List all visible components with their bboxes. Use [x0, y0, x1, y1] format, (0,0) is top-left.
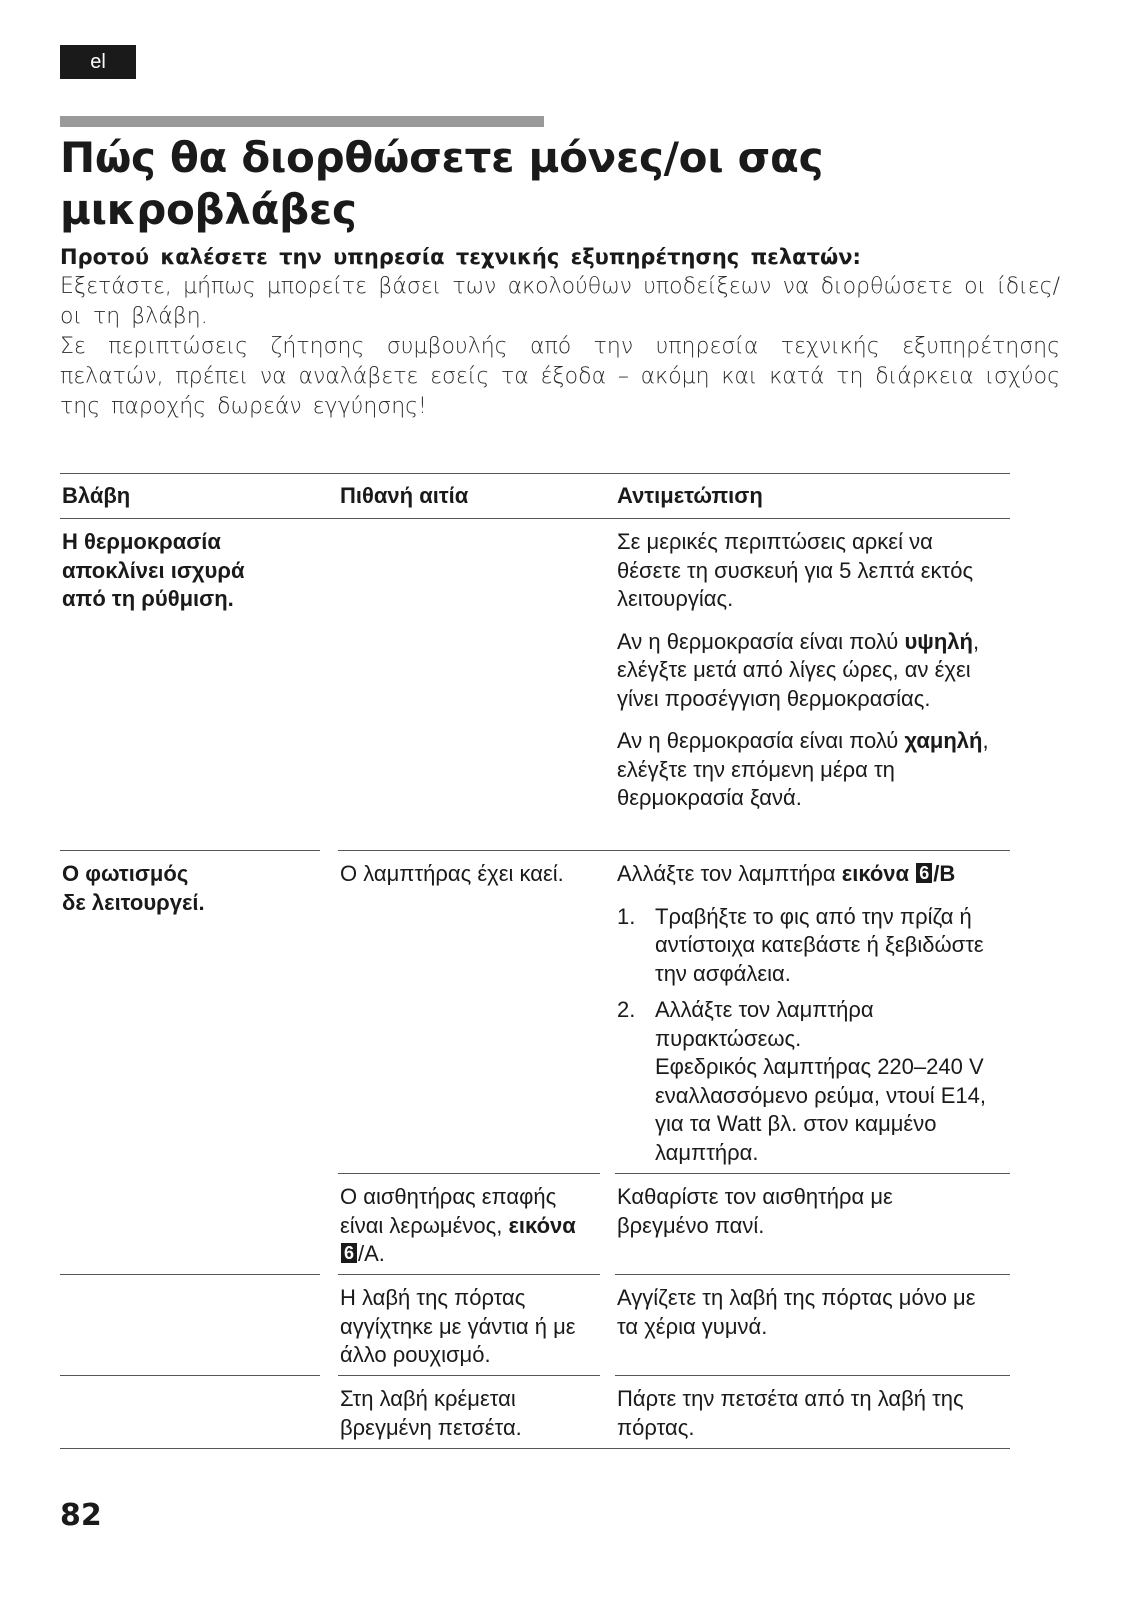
troubleshooting-table — [60, 0, 1030, 1600]
remedy-paragraph — [617, 860, 1002, 889]
steps-list — [617, 903, 1002, 1168]
cause-text: Ο αισθητήρας επαφής είναι λερωμένος, — [340, 1184, 557, 1238]
header-rule — [60, 518, 1010, 519]
cause-sensor-dirty — [340, 1183, 595, 1269]
figure-suffix: /B — [933, 861, 956, 886]
language-tab: el — [60, 45, 136, 79]
remedy-text: Αν η θερμοκρασία είναι πολύ — [617, 628, 899, 654]
row-rule — [60, 1375, 320, 1376]
cause-bulb-burnt: Ο λαμπτήρας έχει καεί. — [340, 861, 564, 886]
remedy-text: Αλλάξτε τον λαμπτήρα — [617, 861, 836, 886]
step-text: Αλλάξτε τον λαμπτήρα πυρακτώσεως. — [655, 997, 874, 1051]
remedy-paragraph — [617, 727, 997, 813]
header-fault: Βλάβη — [62, 483, 131, 508]
remedy-gloves: Αγγίζετε τη λαβή της πόρτας μόνο με τα χέρια γυμνά. — [617, 1285, 976, 1339]
row-rule — [338, 1173, 600, 1174]
row-rule — [60, 850, 320, 851]
fault-lighting — [62, 860, 312, 917]
remedy-lighting — [617, 860, 1002, 1175]
fault-line: αποκλίνει ισχυρά — [62, 557, 245, 583]
remedy-text: , ελέγξτε την επόμενη μέρα τη θερμοκρασία ξανά. — [617, 728, 989, 810]
step-number: 2. — [617, 997, 636, 1022]
figure-suffix: /A. — [358, 1241, 385, 1266]
page-number: 82 — [60, 1498, 102, 1533]
figure-number-badge: 6 — [341, 1243, 357, 1263]
cause-gloves: Η λαβή της πόρτας αγγίχτηκε με γάντια ή με άλλο ρουχισμό. — [340, 1285, 576, 1367]
remedy-temperature — [617, 528, 997, 813]
fault-line: Ο φωτισμός — [62, 861, 189, 886]
intro-paragraph-1: Εξετάστε, μήπως μπορείτε βάσει των ακολούθων υποδείξεων να διορθώσετε οι ίδιες/οι τη βλάβη. — [60, 274, 1060, 329]
row-rule — [338, 1375, 600, 1376]
remedy-towel: Πάρτε την πετσέτα από τη λαβή της πόρτας. — [617, 1386, 964, 1440]
remedy-paragraph — [617, 628, 997, 714]
row-rule — [615, 1375, 1010, 1376]
intro-lead: Προτού καλέσετε την υπηρεσία τεχνικής εξυπηρέτησης πελατών: — [60, 245, 861, 269]
table-top-rule — [60, 473, 1010, 474]
page-title: Πώς θα διορθώσετε μόνες/οι σας μικροβλάβες — [60, 133, 824, 234]
figure-ref: εικόνα — [508, 1212, 576, 1238]
remedy-emphasis: χαμηλή — [904, 728, 983, 753]
remedy-paragraph: Σε μερικές περιπτώσεις αρκεί να θέσετε τη συσκευή για 5 λεπτά εκτός λειτουργίας. — [617, 529, 974, 611]
row-rule — [615, 1274, 1010, 1275]
figure-ref: εικόνα — [841, 861, 910, 886]
row-rule — [338, 850, 1010, 851]
intro-paragraph-2: Σε περιπτώσεις ζήτησης συμβουλής από την υπηρεσία τεχνικής εξυπηρέτησης πελατών, πρέπει να αναλάβετε εσείς τα έξοδα – ακόμη και κατά τη διάρκεια ισχύος της παροχής δωρεάν εγγύησης! — [60, 334, 1060, 419]
cause-towel: Στη λαβή κρέμεται βρεγμένη πετσέτα. — [340, 1386, 522, 1440]
remedy-emphasis: υψηλή — [904, 628, 973, 654]
step-number: 1. — [617, 903, 636, 929]
header-remedy: Αντιμετώπιση — [617, 483, 763, 508]
fault-line: δε λειτουργεί. — [62, 889, 205, 915]
step-extra: Εφεδρικός λαμπτήρας 220–240 V εναλλασσόμενο ρεύμα, ντουί E14, για τα Watt βλ. στον καμμένο λαμπτήρα. — [655, 1054, 987, 1165]
remedy-text: Αν η θερμοκρασία είναι πολύ — [617, 728, 899, 753]
fault-line: Η θερμοκρασία — [62, 529, 221, 554]
header-cause: Πιθανή αιτία — [340, 483, 469, 508]
row-rule — [60, 1274, 320, 1275]
fault-temperature — [62, 528, 312, 614]
list-item — [617, 903, 1002, 989]
list-item — [617, 996, 1002, 1167]
row-rule — [338, 1274, 600, 1275]
fault-line: από τη ρύθμιση. — [62, 586, 234, 611]
remedy-text: , ελέγξτε μετά από λίγες ώρες, αν έχει γίνει προσέγγιση θερμοκρασίας. — [617, 628, 980, 711]
remedy-sensor: Καθαρίστε τον αισθητήρα με βρεγμένο πανί. — [617, 1184, 893, 1238]
figure-number-badge: 6 — [916, 863, 932, 883]
step-text: Τραβήξτε το φις από την πρίζα ή αντίστοιχα κατεβάστε ή ξεβιδώστε την ασφάλεια. — [655, 903, 984, 986]
table-bottom-rule — [60, 1448, 1010, 1449]
